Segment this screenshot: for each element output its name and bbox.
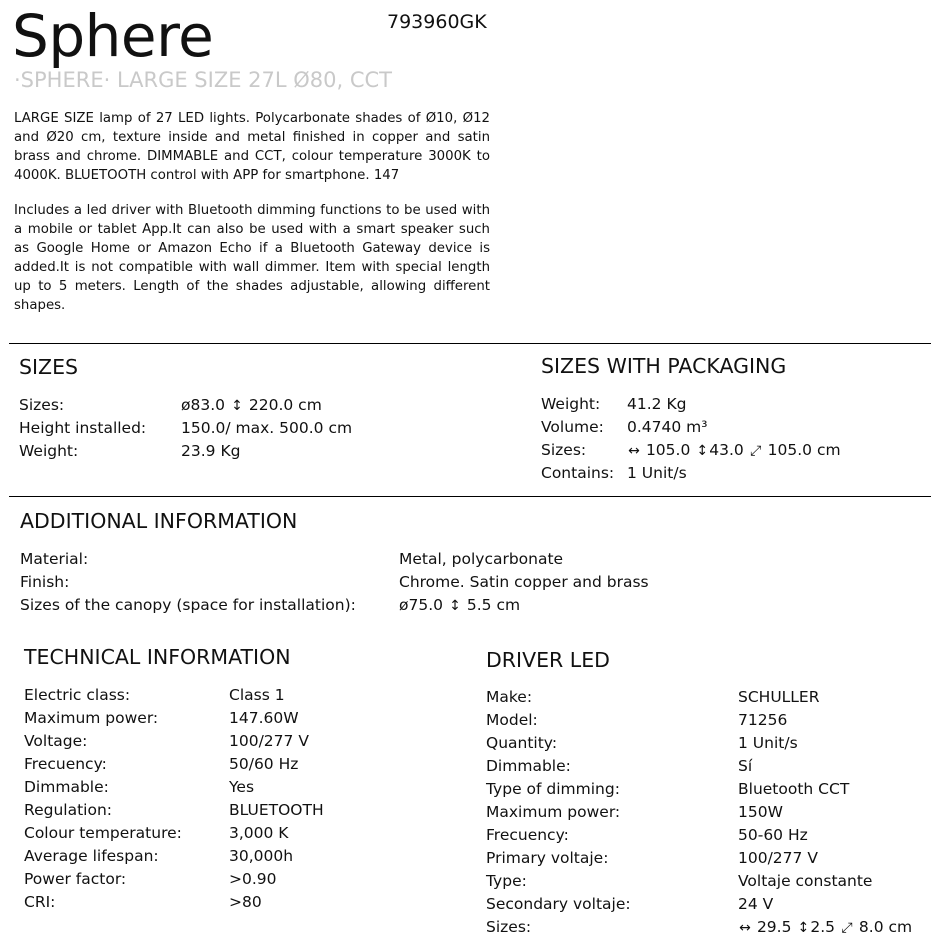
additional-list [20, 548, 900, 617]
driver-label: Make: [486, 688, 533, 706]
driver-value: Bluetooth CCT [738, 780, 850, 798]
driver-label: Model: [486, 711, 538, 729]
canopy-diameter: ø75.0 [399, 596, 443, 614]
sizes-value [181, 394, 322, 418]
additional-heading: ADDITIONAL INFORMATION [20, 509, 298, 533]
packaging-heading: SIZES WITH PACKAGING [541, 354, 787, 378]
sizes-diameter: ø83.0 [181, 396, 225, 414]
driver-value: 71256 [738, 711, 788, 729]
finish-row [20, 571, 900, 594]
height-installed-value: 150.0/ max. 500.0 cm [181, 419, 353, 437]
driver-list [486, 686, 926, 939]
height-arrow-icon: ↕ [449, 598, 461, 614]
technical-row [24, 822, 454, 845]
driver-label: Primary voltaje: [486, 849, 609, 867]
packaging-weight-value: 41.2 Kg [627, 395, 687, 413]
packaging-volume-label: Volume: [541, 418, 604, 436]
sizes-list [19, 394, 499, 463]
packaging-list [541, 393, 921, 485]
divider [9, 496, 931, 497]
technical-label: Average lifespan: [24, 847, 159, 865]
sizes-heading: SIZES [19, 355, 79, 379]
packaging-volume-row [541, 416, 921, 439]
technical-value: BLUETOOTH [229, 801, 324, 819]
packaging-sizes-row [541, 439, 921, 462]
width-arrow-icon: ↔ [628, 443, 640, 459]
technical-value: 50/60 Hz [229, 755, 299, 773]
canopy-value [399, 594, 520, 618]
driver-value: SCHULLER [738, 688, 820, 706]
technical-row [24, 799, 454, 822]
material-value: Metal, polycarbonate [399, 550, 564, 568]
packaging-sizes-width: 105.0 [645, 441, 691, 459]
driver-sizes-row [486, 916, 926, 939]
technical-row [24, 684, 454, 707]
technical-value: 147.60W [229, 709, 299, 727]
description-paragraph-1: LARGE SIZE lamp of 27 LED lights. Polycarbonate shades of Ø10, Ø12 and Ø20 cm, texture inside and metal finished in copper and satin brass and chrome. DIMMABLE and CCT, colour temperature 3000K to 4000K. BLUETOOTH control with APP for smartphone. 147 [14, 111, 490, 183]
packaging-weight-row [541, 393, 921, 416]
driver-label: Dimmable: [486, 757, 571, 775]
width-arrow-icon: ↔ [739, 920, 751, 936]
technical-row [24, 776, 454, 799]
material-row [20, 548, 900, 571]
driver-heading: DRIVER LED [486, 648, 610, 672]
product-name: Sphere [12, 2, 214, 70]
technical-value: Class 1 [229, 686, 285, 704]
driver-row [486, 732, 926, 755]
technical-row [24, 753, 454, 776]
height-arrow-icon: ↕ [696, 443, 709, 459]
driver-value: Sí [738, 757, 753, 775]
technical-heading: TECHNICAL INFORMATION [24, 645, 291, 669]
technical-label: Voltage: [24, 732, 88, 750]
packaging-contains-row [541, 462, 921, 485]
packaging-weight-label: Weight: [541, 395, 601, 413]
driver-value: 50-60 Hz [738, 826, 808, 844]
height-installed-label: Height installed: [19, 419, 147, 437]
driver-label: Secondary voltaje: [486, 895, 631, 913]
sizes-label: Sizes: [19, 396, 65, 414]
driver-label: Type: [486, 872, 527, 890]
technical-label: Colour temperature: [24, 824, 182, 842]
weight-label: Weight: [19, 442, 79, 460]
technical-row [24, 845, 454, 868]
packaging-contains-value: 1 Unit/s [627, 464, 687, 482]
packaging-sizes-value [627, 439, 841, 463]
product-code: 793960GK [387, 11, 487, 33]
sizes-height: 220.0 cm [248, 396, 322, 414]
technical-row [24, 707, 454, 730]
driver-sizes-depth: 8.0 cm [858, 918, 913, 936]
technical-value: 100/277 V [229, 732, 309, 750]
canopy-label: Sizes of the canopy (space for installation): [20, 596, 356, 614]
technical-label: Dimmable: [24, 778, 109, 796]
technical-list [24, 684, 454, 914]
weight-row [19, 440, 499, 463]
technical-label: Maximum power: [24, 709, 159, 727]
sizes-row [19, 394, 499, 417]
driver-row [486, 686, 926, 709]
driver-sizes-value [738, 916, 912, 940]
technical-value: 30,000h [229, 847, 294, 865]
packaging-contains-label: Contains: [541, 464, 615, 482]
finish-value: Chrome. Satin copper and brass [399, 573, 649, 591]
driver-label: Type of dimming: [486, 780, 620, 798]
packaging-sizes-height: 43.0 [709, 441, 744, 459]
depth-arrow-icon: ⤢ [750, 443, 762, 459]
driver-label: Frecuency: [486, 826, 569, 844]
product-subtitle: ·SPHERE· LARGE SIZE 27L Ø80, CCT [14, 68, 392, 92]
finish-label: Finish: [20, 573, 70, 591]
driver-row [486, 801, 926, 824]
material-label: Material: [20, 550, 89, 568]
driver-sizes-width: 29.5 [756, 918, 792, 936]
driver-row [486, 709, 926, 732]
driver-row [486, 824, 926, 847]
description-paragraph-2: Includes a led driver with Bluetooth dimming functions to be used with a mobile or tablet App.It can also be used with a smart speaker such as Google Home or Amazon Echo if a Bluetooth Gateway device is added.It is not compatible with wall dimmer. Item with special length up to 5 meters. Length of the shades adjustable, allowing different shapes. [14, 203, 490, 313]
driver-row [486, 893, 926, 916]
technical-row [24, 868, 454, 891]
height-arrow-icon: ↕ [797, 920, 810, 936]
driver-value: 100/277 V [738, 849, 818, 867]
technical-value: 3,000 K [229, 824, 289, 842]
height-arrow-icon: ↕ [231, 398, 243, 414]
canopy-height: 5.5 cm [466, 596, 521, 614]
technical-label: Regulation: [24, 801, 112, 819]
driver-row [486, 847, 926, 870]
technical-label: Power factor: [24, 870, 127, 888]
technical-label: CRI: [24, 893, 56, 911]
packaging-volume-value: 0.4740 m³ [627, 418, 708, 436]
driver-label: Maximum power: [486, 803, 621, 821]
driver-sizes-height: 2.5 [810, 918, 836, 936]
technical-value: >80 [229, 893, 262, 911]
driver-label: Quantity: [486, 734, 558, 752]
driver-value: Voltaje constante [738, 872, 873, 890]
technical-row [24, 730, 454, 753]
technical-value: >0.90 [229, 870, 277, 888]
driver-value: 1 Unit/s [738, 734, 798, 752]
divider [9, 343, 931, 344]
packaging-sizes-depth: 105.0 cm [767, 441, 841, 459]
driver-row [486, 870, 926, 893]
driver-value: 150W [738, 803, 783, 821]
weight-value: 23.9 Kg [181, 442, 241, 460]
depth-arrow-icon: ⤢ [841, 920, 853, 936]
driver-sizes-label: Sizes: [486, 918, 532, 936]
technical-row [24, 891, 454, 914]
technical-label: Frecuency: [24, 755, 107, 773]
driver-value: 24 V [738, 895, 774, 913]
technical-value: Yes [229, 778, 255, 796]
canopy-row [20, 594, 900, 617]
driver-row [486, 778, 926, 801]
height-installed-row [19, 417, 499, 440]
driver-row [486, 755, 926, 778]
technical-label: Electric class: [24, 686, 131, 704]
packaging-sizes-label: Sizes: [541, 441, 587, 459]
